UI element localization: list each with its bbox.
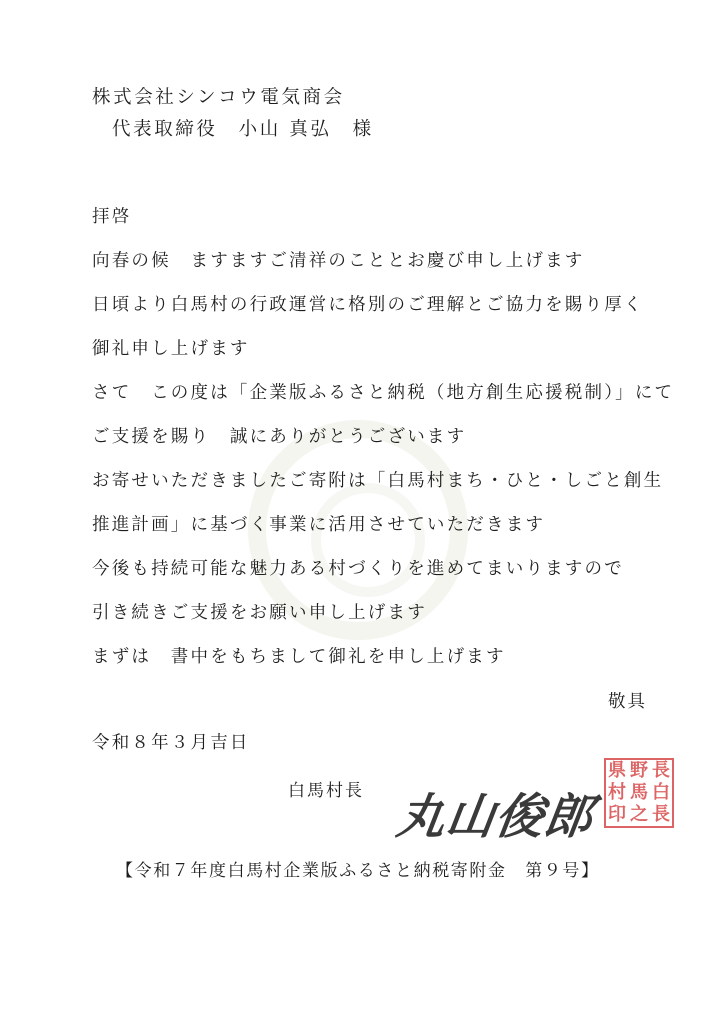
body-line: お寄せいただきましたご寄附は「白馬村まち・ひと・しごと創生: [92, 471, 664, 491]
seal-char: 村: [608, 782, 626, 803]
seal-char: 長: [652, 760, 670, 781]
handwritten-signature: 丸山俊郎: [393, 789, 598, 845]
sender-title: 白馬村長: [288, 781, 364, 801]
donation-reference: 【令和７年度白馬村企業版ふるさと納税寄附金 第９号】: [116, 861, 600, 881]
body-line: 今後も持続可能な魅力ある村づくりを進めてまいりますので: [92, 559, 624, 579]
body-line: ご支援を賜り 誠にありがとうございます: [92, 427, 467, 447]
body-line: 推進計画」に基づく事業に活用させていただきます: [92, 515, 546, 535]
addressee-company: 株式会社シンコウ電気商会: [92, 87, 345, 108]
body-line: 日頃より白馬村の行政運営に格別のご理解とご協力を賜り厚く: [92, 295, 644, 315]
closing-remark: 敬具: [608, 692, 647, 712]
seal-char: 長: [652, 804, 670, 825]
body-line: 御礼申し上げます: [92, 339, 250, 359]
body-line: まずは 書中をもちまして御礼を申し上げます: [92, 647, 506, 667]
seal-char: 白: [652, 782, 670, 803]
seal-char: 之: [630, 804, 648, 825]
official-seal: [604, 758, 674, 828]
greeting: 拝啓: [92, 207, 132, 227]
seal-char: 野: [630, 760, 648, 781]
addressee-person: 代表取締役 小山 真弘 様: [112, 119, 374, 140]
seal-char: 県: [608, 760, 626, 781]
letter-date: 令和８年３月吉日: [92, 733, 250, 753]
seal-char: 馬: [630, 782, 648, 803]
body-line: 向春の候 ますますご清祥のこととお慶び申し上げます: [92, 251, 585, 271]
body-line: 引き続きご支援をお願い申し上げます: [92, 603, 427, 623]
seal-char: 印: [608, 804, 626, 825]
body-line: さて この度は「企業版ふるさと納税（地方創生応援税制）」にて: [92, 383, 675, 403]
